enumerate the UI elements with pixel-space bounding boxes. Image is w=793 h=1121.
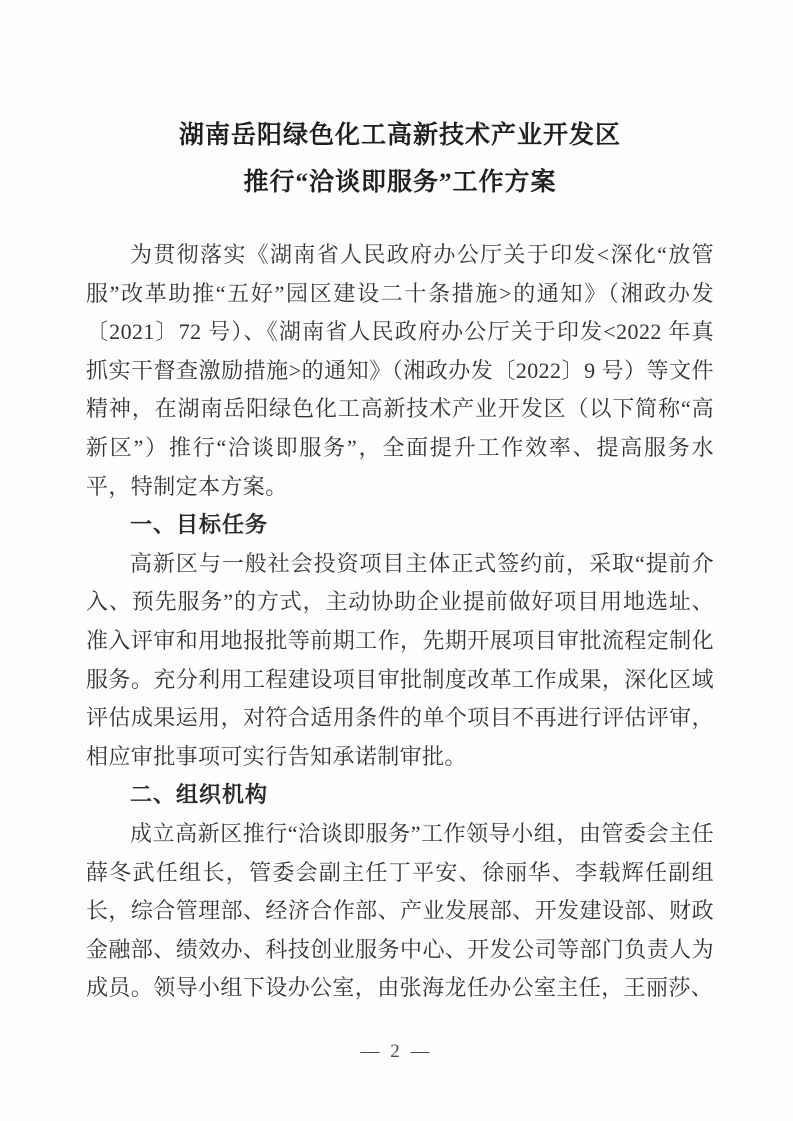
document-title: [86, 112, 714, 206]
page-number: — 2 —: [360, 1041, 433, 1062]
section-heading-organization: 二、组织机构: [130, 782, 269, 808]
title-line-2: 推行“洽谈即服务”工作方案: [243, 169, 557, 196]
paragraph-organization: 成立高新区推行“洽谈即服务”工作领导小组，由管委会主任薛冬武任组长，管委会副主任丁平安、徐丽华、李载辉任副组长，综合管理部、经济合作部、产业发展部、开发建设部、财政金融部、绩效办、科技创业服务中心、开发公司等部门负责人为成员。领导小组下设办公室，由张海龙任办公室主任，王丽莎、: [86, 820, 714, 1001]
title-line-1: 湖南岳阳绿色化工高新技术产业开发区: [178, 122, 621, 149]
paragraph-goals: 高新区与一般社会投资项目主体正式签约前，采取“提前介入、预先服务”的方式，主动协助企业提前做好项目用地选址、准入评审和用地报批等前期工作，先期开展项目审批流程定制化服务。充分利用工程建设项目审批制度改革工作成果，深化区域评估成果运用，对符合适用条件的单个项目不再进行评估评审，相应审批事项可实行告知承诺制审批。: [86, 550, 714, 769]
paragraph-intro: 为贯彻落实《湖南省人民政府办公厅关于印发<深化“放管服”改革助推“五好”园区建设二十条措施>的通知》（湘政办发〔2021〕72 号）、《湖南省人民政府办公厅关于印发<2022 年真抓实干督查激励措施>的通知》（湘政办发〔2022〕9 号）等文件精神，在湖南岳阳绿色化工高新技术产业开发区（以下简称“高新区”）推行“洽谈即服务”，全面提升工作效率、提高服务水平，特制定本方案。: [86, 242, 714, 499]
document-body: [86, 236, 714, 1008]
section-heading-goals: 一、目标任务: [130, 512, 269, 538]
